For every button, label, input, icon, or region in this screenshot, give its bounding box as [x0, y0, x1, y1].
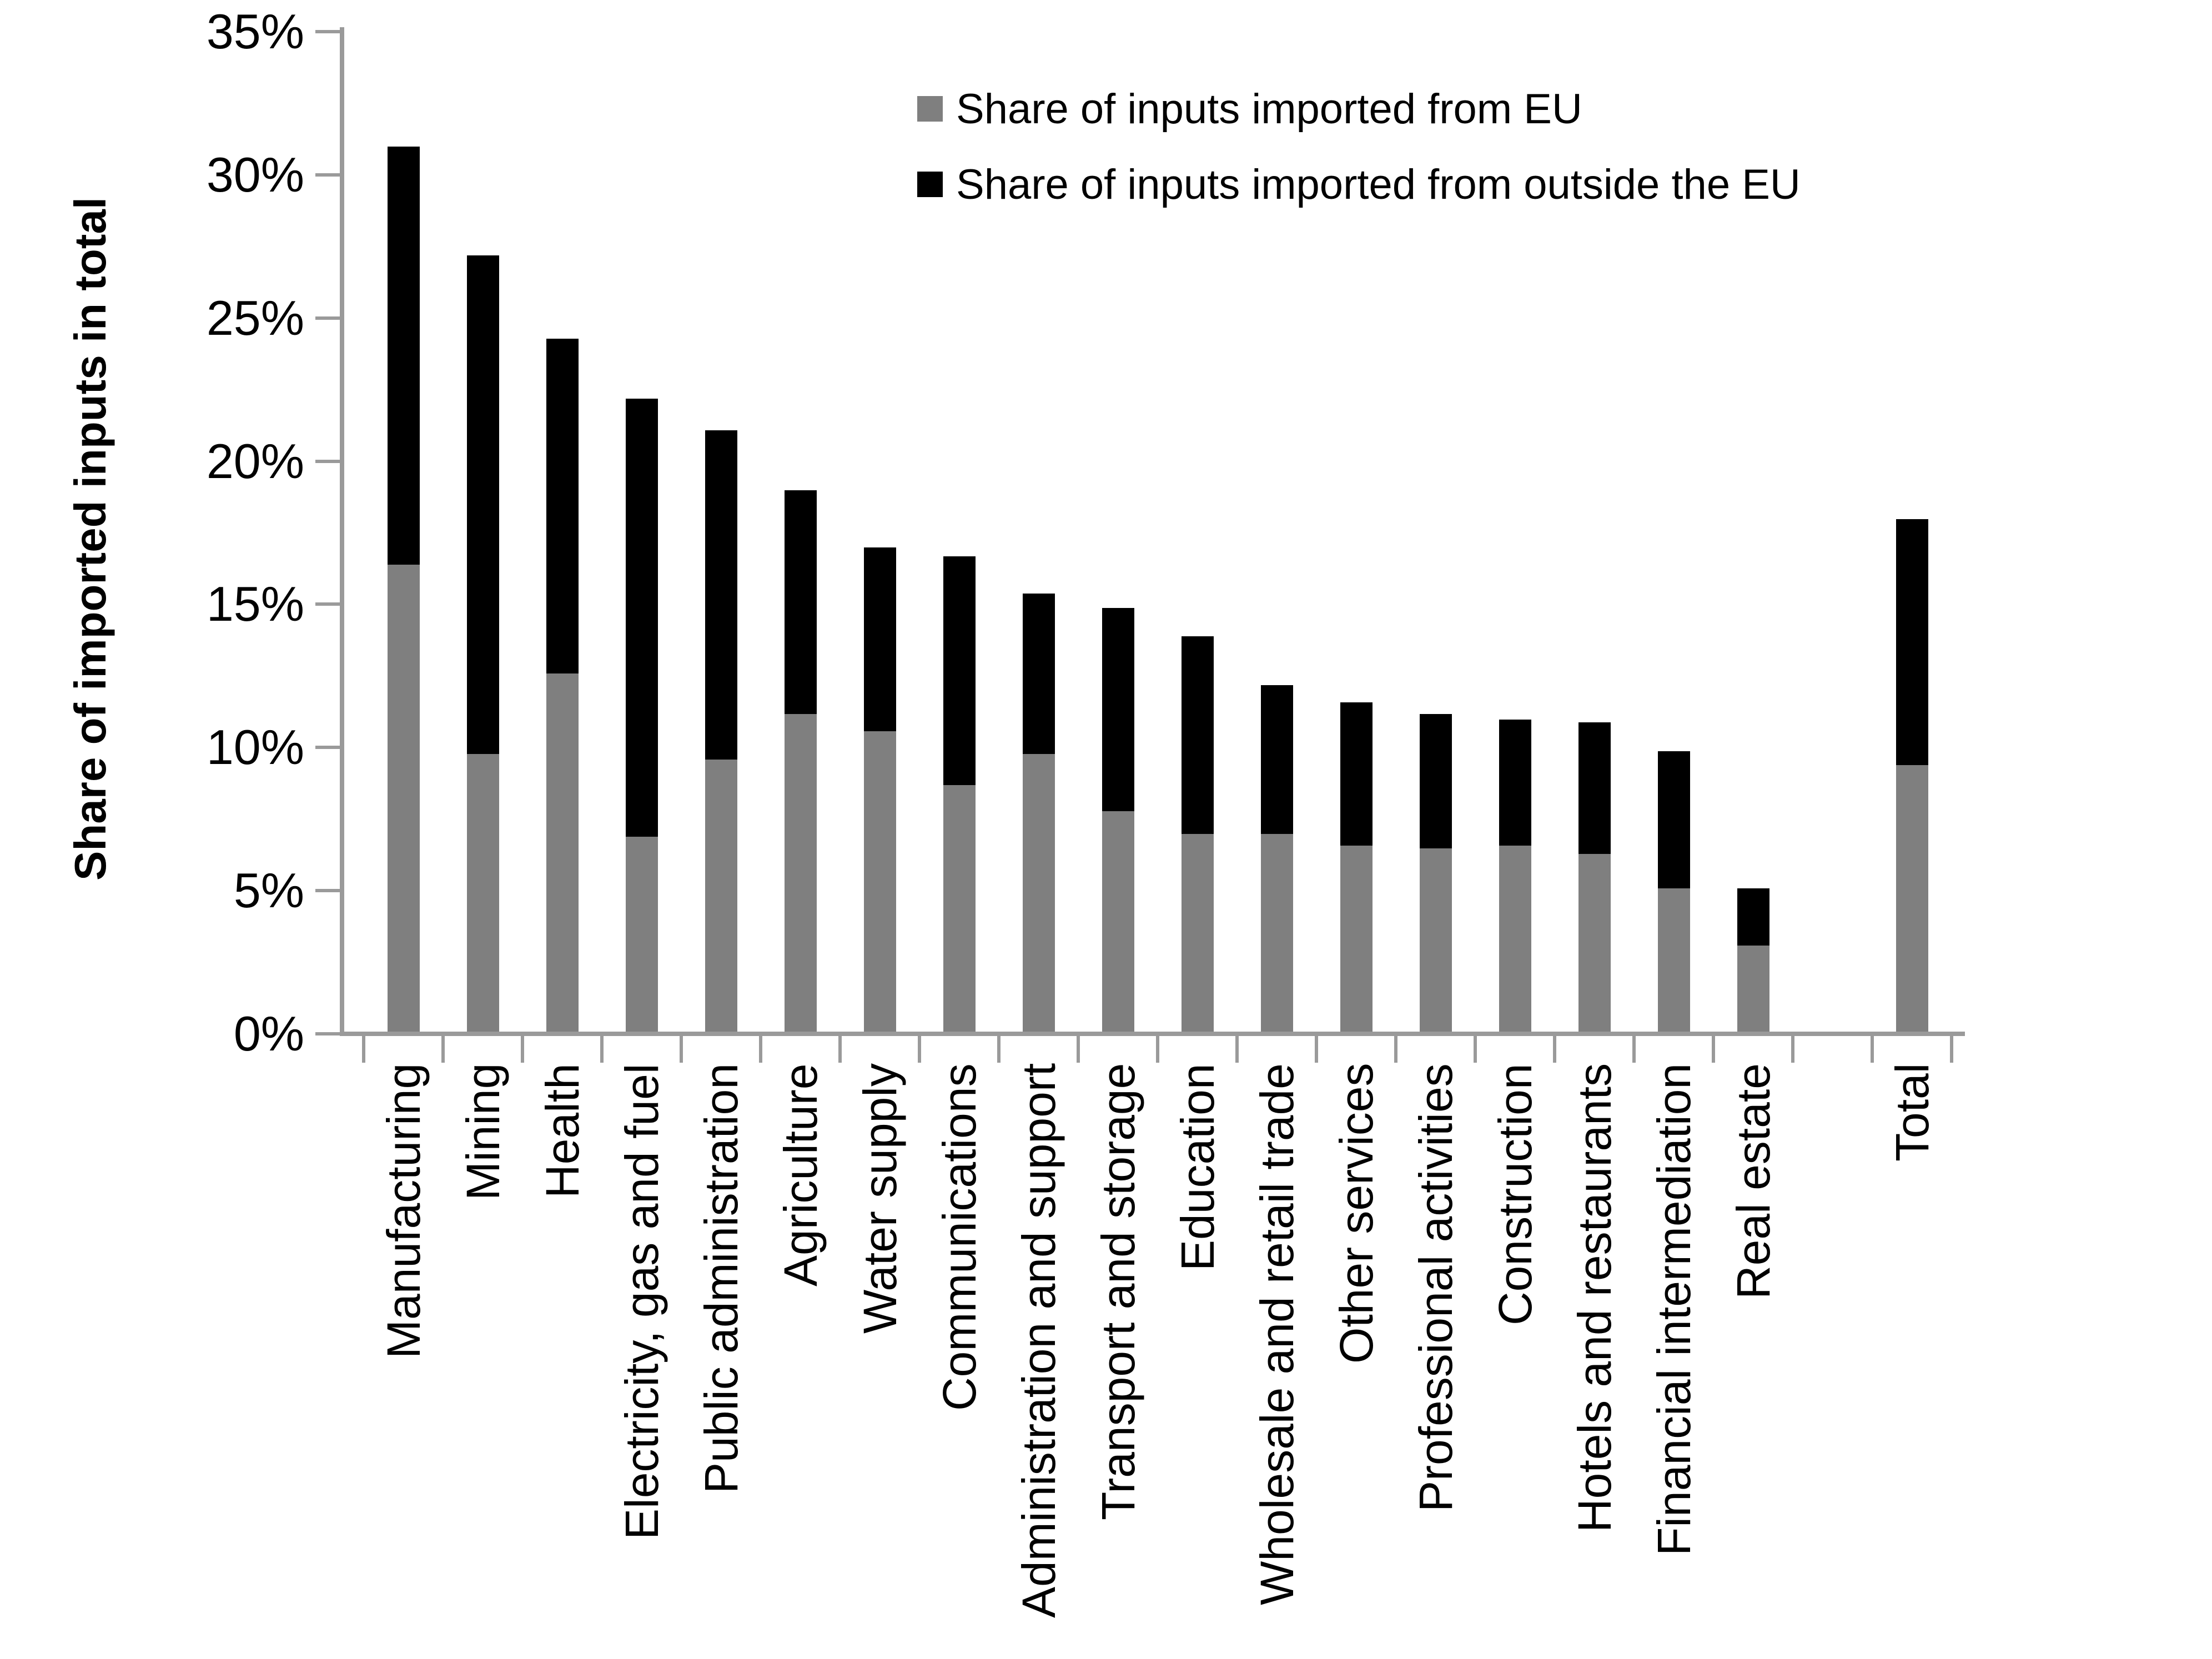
x-tick [1156, 1036, 1159, 1063]
bar-segment-eu [388, 565, 420, 1032]
bar-segment-eu [705, 760, 737, 1032]
x-tick [1235, 1036, 1239, 1063]
legend-non-eu-label: Share of inputs imported from outside the EU [956, 160, 1801, 208]
x-tick [1950, 1036, 1953, 1063]
category-label: Electricity, gas and fuel [615, 1063, 668, 1540]
bar-segment-eu [626, 837, 658, 1032]
bar-segment-non-eu [1896, 519, 1928, 766]
bar-segment-eu [1261, 834, 1293, 1032]
x-tick [600, 1036, 604, 1063]
y-tick-label: 5% [233, 863, 304, 918]
bar-segment-non-eu [943, 556, 976, 786]
y-tick [315, 602, 344, 606]
bar-segment-non-eu [1420, 714, 1452, 848]
category-label: Mining [456, 1063, 509, 1201]
x-tick [521, 1036, 524, 1063]
bar-segment-eu [1023, 754, 1055, 1032]
x-tick [838, 1036, 842, 1063]
x-tick [680, 1036, 683, 1063]
y-tick-label: 20% [206, 433, 304, 489]
legend-item-non-eu [917, 147, 1801, 222]
y-tick [315, 173, 344, 177]
x-tick [1553, 1036, 1556, 1063]
y-tick-label: 25% [206, 290, 304, 345]
y-tick-label: 15% [206, 576, 304, 632]
x-axis-line [340, 1032, 1965, 1036]
bar-segment-eu [864, 731, 896, 1032]
bar-segment-non-eu [546, 339, 579, 673]
y-tick-label: 0% [233, 1006, 304, 1061]
bar-segment-eu [1182, 834, 1214, 1032]
bar-segment-eu [1499, 846, 1531, 1032]
bar-segment-eu [1102, 811, 1134, 1032]
x-tick [759, 1036, 762, 1063]
y-tick [315, 746, 344, 749]
bar-segment-non-eu [1578, 722, 1611, 854]
x-tick [1077, 1036, 1080, 1063]
category-label: Wholesale and retail trade [1250, 1063, 1303, 1605]
category-label: Water supply [853, 1063, 906, 1334]
y-tick-label: 30% [206, 147, 304, 202]
y-tick [315, 460, 344, 463]
bar-segment-non-eu [467, 255, 499, 753]
x-tick [1315, 1036, 1318, 1063]
category-label: Total [1886, 1063, 1938, 1162]
category-label: Transport and storage [1092, 1063, 1144, 1521]
category-label: Hotels and restaurants [1568, 1063, 1621, 1533]
bar-segment-eu [546, 673, 579, 1032]
category-label: Other services [1330, 1063, 1382, 1364]
bar-segment-eu [1658, 888, 1690, 1032]
bar-segment-non-eu [1340, 702, 1373, 846]
legend-non-eu-swatch [917, 172, 943, 197]
bar-segment-non-eu [1658, 751, 1690, 889]
category-label: Construction [1489, 1063, 1541, 1325]
category-label: Professional activities [1409, 1063, 1462, 1512]
bar-segment-eu [1896, 765, 1928, 1032]
bar-segment-non-eu [864, 547, 896, 731]
bar-segment-eu [467, 754, 499, 1032]
y-tick [315, 889, 344, 892]
y-tick-label: 10% [206, 720, 304, 775]
bar-segment-eu [1340, 846, 1373, 1032]
x-tick [1712, 1036, 1715, 1063]
category-label: Public administration [695, 1063, 747, 1494]
bar-segment-non-eu [626, 399, 658, 837]
y-tick-label: 35% [206, 4, 304, 59]
bar-segment-non-eu [1499, 720, 1531, 846]
x-tick [441, 1036, 445, 1063]
legend [917, 71, 1801, 222]
bar-segment-non-eu [1737, 888, 1769, 946]
bar-segment-non-eu [1023, 594, 1055, 754]
category-label: Financial intermediation [1647, 1063, 1700, 1556]
x-tick [1791, 1036, 1794, 1063]
category-label: Health [536, 1063, 589, 1198]
x-tick [1871, 1036, 1874, 1063]
bar-segment-non-eu [1261, 685, 1293, 834]
category-label: Communications [933, 1063, 986, 1411]
legend-item-eu [917, 71, 1801, 147]
bar-segment-non-eu [705, 430, 737, 760]
y-tick [315, 1032, 344, 1035]
x-tick [1474, 1036, 1477, 1063]
bar-segment-eu [1420, 848, 1452, 1032]
category-label: Administration and support [1012, 1063, 1065, 1618]
x-tick [1632, 1036, 1636, 1063]
bar-segment-eu [785, 714, 817, 1032]
bar-segment-eu [1737, 946, 1769, 1032]
y-axis-line [340, 27, 344, 1036]
bar-segment-non-eu [1182, 636, 1214, 834]
bar-segment-eu [1578, 854, 1611, 1032]
y-axis-title: Share of imported inputs in total [66, 197, 115, 881]
y-tick [315, 316, 344, 320]
legend-eu-label: Share of inputs imported from EU [956, 85, 1582, 133]
bar-segment-eu [943, 785, 976, 1032]
x-tick [1394, 1036, 1397, 1063]
bar-segment-non-eu [388, 147, 420, 565]
category-label: Agriculture [774, 1063, 827, 1286]
x-tick [362, 1036, 365, 1063]
y-tick [315, 30, 344, 33]
x-tick [918, 1036, 921, 1063]
bar-segment-non-eu [1102, 608, 1134, 811]
category-label: Education [1171, 1063, 1224, 1271]
legend-eu-swatch [917, 96, 943, 122]
bar-segment-non-eu [785, 490, 817, 713]
category-label: Manufacturing [377, 1063, 430, 1359]
category-label: Real estate [1727, 1063, 1779, 1299]
x-tick [997, 1036, 1001, 1063]
